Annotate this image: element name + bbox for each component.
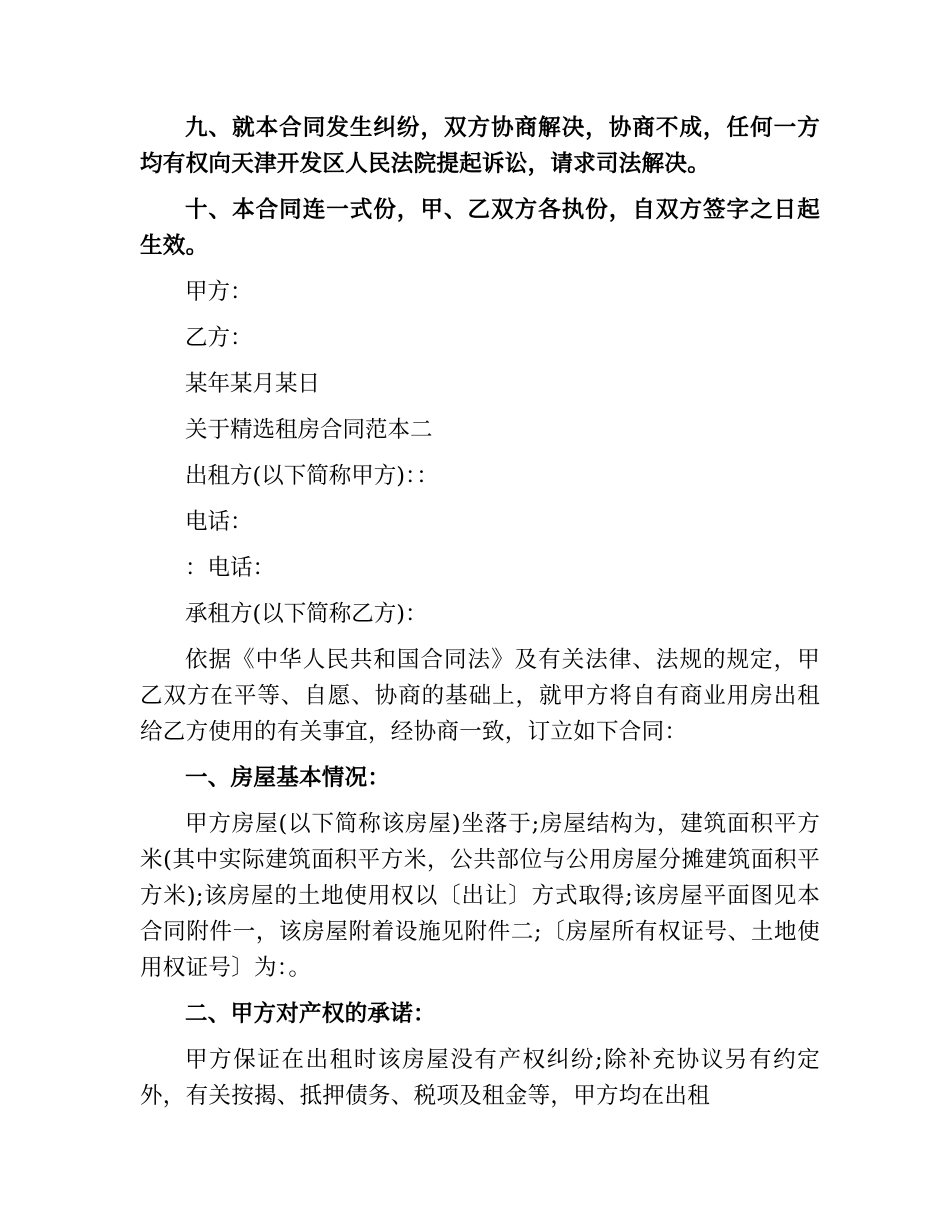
section-title: 关于精选租房合同范本二	[185, 417, 433, 443]
clause-nine: 九、就本合同发生纠纷，双方协商解决，协商不成，任何一方均有权向天津开发区人民法院提起诉讼，请求司法解决。	[140, 115, 820, 177]
lessor-line: 出租方(以下简称甲方)：：	[185, 463, 439, 489]
party-b-label: 乙方：	[185, 325, 253, 351]
party-a-label: 甲方：	[185, 279, 253, 305]
document-page	[140, 110, 820, 1124]
preamble-paragraph: 依据《中华人民共和国合同法》及有关法律、法规的规定，甲乙双方在平等、自愿、协商的基础上，就甲方将自有商业用房出租给乙方使用的有关事宜，经协商一致，订立如下合同：	[140, 647, 820, 745]
heading-house-info: 一、房屋基本情况：	[185, 765, 391, 791]
house-info-paragraph: 甲方房屋(以下简称该房屋)坐落于;房屋结构为，建筑面积平方米(其中实际建筑面积平方米，公共部位与公用房屋分摊建筑面积平方米);该房屋的土地使用权以〔出让〕方式取得;该房屋平面图见本合同附件一，该房屋附着设施见附件二;〔房屋所有权证号、土地使用权证号〕为：。	[140, 811, 820, 981]
phone-line: 电话：	[185, 509, 253, 535]
lessee-line: 承租方(以下简称乙方)：	[185, 601, 428, 627]
phone-line-2: ：电话：	[185, 555, 276, 581]
property-commitment-paragraph: 甲方保证在出租时该房屋没有产权纠纷;除补充协议另有约定外，有关按揭、抵押债务、税项及租金等，甲方均在出租	[140, 1047, 820, 1109]
date-line: 某年某月某日	[185, 371, 321, 397]
clause-ten: 十、本合同连一式份，甲、乙双方各执份，自双方签字之日起生效。	[140, 197, 820, 259]
heading-property-commitment: 二、甲方对产权的承诺：	[185, 1001, 436, 1027]
